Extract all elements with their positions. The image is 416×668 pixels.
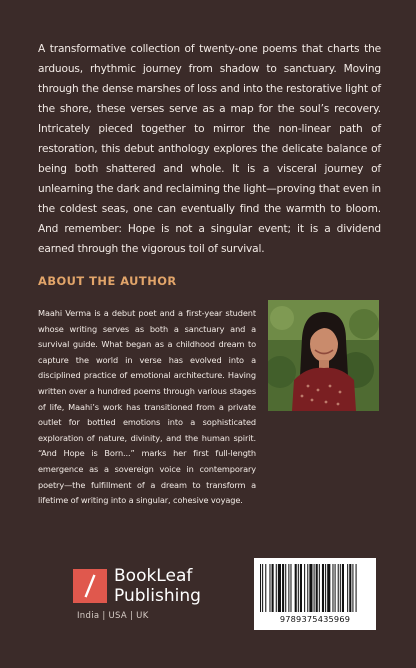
barcode-bar bbox=[307, 564, 308, 612]
barcode-bar bbox=[298, 564, 299, 612]
barcode-bar bbox=[309, 564, 312, 612]
barcode-bar bbox=[269, 564, 270, 612]
publisher-name-line2: Publishing bbox=[114, 586, 201, 606]
barcode-bar bbox=[316, 564, 318, 612]
barcode-bar bbox=[340, 564, 341, 612]
author-bio: Maahi Verma is a debut poet and a first-year student whose writing serves as both a sanctuary and a survival guide. What began as a childhood dream to capture the world in verse has evolved into a disciplined practice of emotional architecture. Having written over a hundred poems through various stages of life, Maahi’s work has transitioned from a private outlet for bottled emotions into a sophisticated exploration of nature, divinity, and the human spirit. “And Hope is Born...” marks her first full-length emergence as a sovereign voice in contemporary poetry—the fulfillment of a dream to transform a lifetime of writing into a singular, cohesive voyage. bbox=[38, 308, 256, 506]
barcode-bar bbox=[304, 564, 305, 612]
barcode-bar bbox=[282, 564, 284, 612]
barcode-bar bbox=[327, 564, 330, 612]
bookleaf-logo-icon bbox=[73, 569, 107, 603]
publisher-name bbox=[114, 566, 201, 606]
barcode-bar bbox=[278, 564, 281, 612]
barcode-bar bbox=[347, 564, 348, 612]
barcode-bar bbox=[262, 564, 263, 612]
barcode-bar bbox=[300, 564, 302, 612]
barcode-bar bbox=[338, 564, 339, 612]
barcode-bar bbox=[314, 564, 315, 612]
publisher-regions: India | USA | UK bbox=[77, 611, 149, 621]
barcode-bar bbox=[295, 564, 297, 612]
barcode-bar bbox=[322, 564, 324, 612]
barcode-bar bbox=[335, 564, 336, 612]
barcode-bar bbox=[265, 564, 266, 612]
publisher-name-line1: BookLeaf bbox=[114, 566, 193, 586]
barcode-bar bbox=[260, 564, 261, 612]
barcode-bar bbox=[342, 564, 344, 612]
back-cover-blurb: A transformative collection of twenty-one poems that charts the arduous, rhythmic journey from shadow to sanctuary. Moving through the dense marshes of loss and into the restorative light of the shore, these verses serve as a map for the soul’s recovery. Intricately pieced together to mirror the non-linear path of restoration, this debut anthology explores the delicate balance of being both shattered and whole. It is a visceral journey of unlearning the dark and reclaiming the light—proving that even in the coldest seas, one can eventually find the warmth to bloom. And remember: Hope is not a singular event; it is a dividend earned through the vigorous toil of survival. bbox=[38, 43, 381, 255]
barcode-bar bbox=[349, 564, 351, 612]
barcode-bar bbox=[285, 564, 286, 612]
barcode-bar bbox=[356, 564, 357, 612]
barcode-bar bbox=[290, 564, 291, 612]
barcode-bar bbox=[352, 564, 353, 612]
barcode-bar bbox=[325, 564, 326, 612]
about-author-heading: ABOUT THE AUTHOR bbox=[38, 274, 177, 288]
barcode-bar bbox=[332, 564, 333, 612]
barcode-bar bbox=[276, 564, 277, 612]
barcode-bar bbox=[319, 564, 320, 612]
barcode-bar bbox=[288, 564, 289, 612]
author-photo bbox=[268, 300, 379, 411]
barcode-bar bbox=[272, 564, 274, 612]
isbn-number: 9789375435969 bbox=[279, 614, 351, 624]
